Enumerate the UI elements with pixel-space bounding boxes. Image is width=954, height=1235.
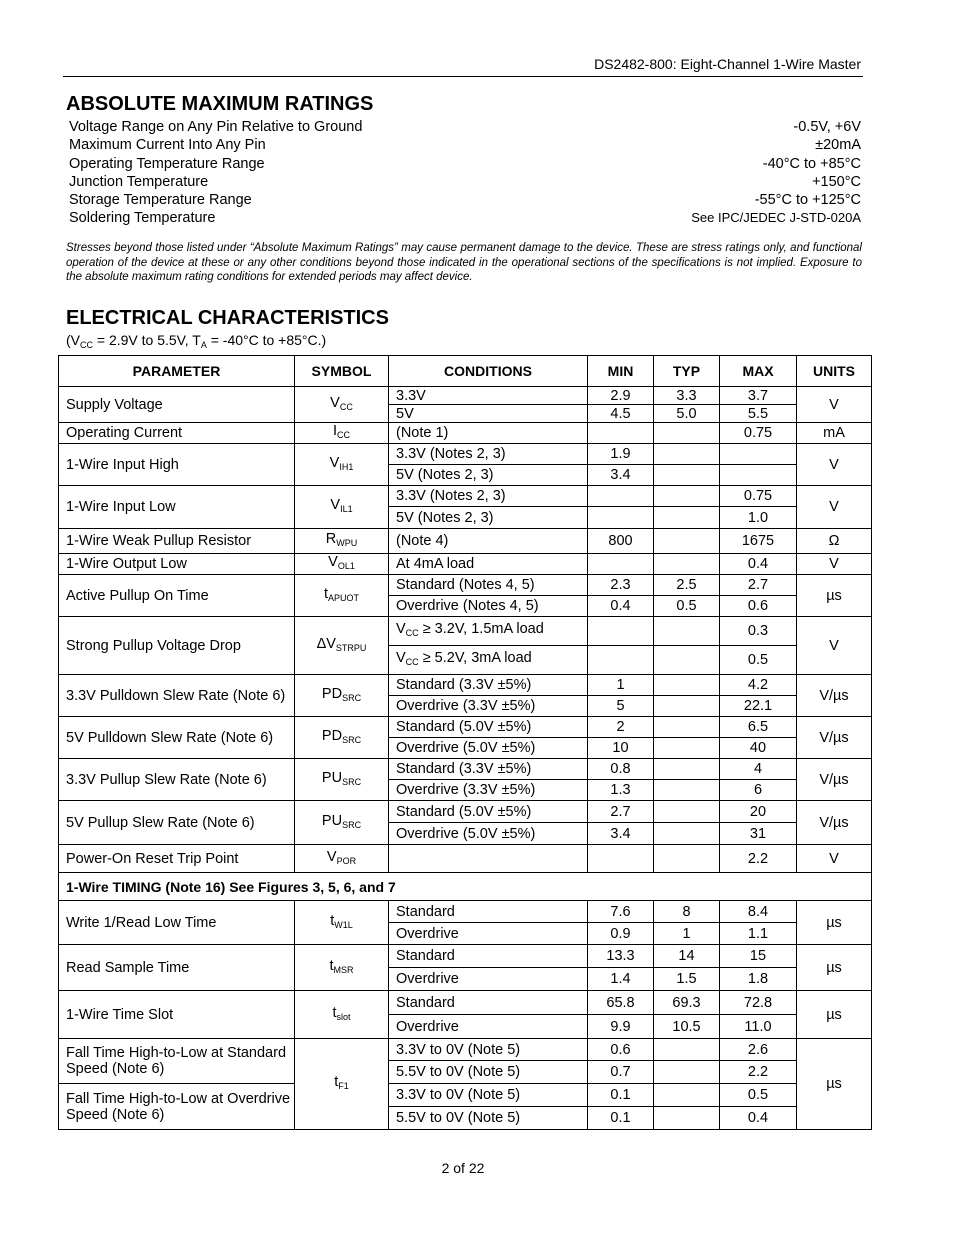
table-row	[59, 1039, 872, 1061]
min-cell	[588, 646, 654, 675]
conditions-cell: 5.5V to 0V (Note 5)	[389, 1061, 588, 1084]
max-cell: 6	[720, 780, 797, 801]
rating-value: -55°C to +125°C	[754, 192, 861, 209]
symbol-base: V	[330, 394, 340, 411]
conditions-cell: Standard	[389, 991, 588, 1015]
max-cell: 6.5	[720, 717, 797, 738]
typ-cell	[654, 486, 720, 507]
max-cell: 2.6	[720, 1039, 797, 1061]
max-cell: 2.7	[720, 575, 797, 596]
parameter-cell: Operating Current	[59, 423, 295, 444]
units-cell: V	[797, 845, 872, 873]
symbol-subscript: F1	[338, 1081, 349, 1091]
conditions-cell: 3.3V to 0V (Note 5)	[389, 1039, 588, 1061]
table-row	[59, 675, 872, 696]
symbol-subscript: IL1	[340, 504, 353, 514]
table-row	[59, 801, 872, 823]
typ-cell	[654, 1084, 720, 1107]
symbol-subscript: W1L	[334, 919, 353, 930]
typ-cell	[654, 423, 720, 444]
units-cell: V	[797, 486, 872, 529]
symbol-base: R	[325, 531, 337, 547]
typ-cell: 1	[654, 923, 720, 945]
conditions-cell: 5V (Notes 2, 3)	[389, 465, 588, 486]
units-cell: V/µs	[797, 801, 872, 845]
col-header-symbol: SYMBOL	[295, 356, 389, 387]
symbol-cell	[295, 945, 389, 991]
max-cell: 1.8	[720, 968, 797, 991]
stress-note: Stresses beyond those listed under “Absolute Maximum Ratings” may cause permanent damage to the device. These are stress ratings only, and functional operation of the device at these or any other conditions beyond those indicated in the operational sections of the specifications is not implied. Exposure to the absolute maximum rating conditions for extended periods may affect device.	[66, 242, 862, 283]
conditions-cell: 5V	[389, 405, 588, 423]
units-cell: V/µs	[797, 675, 872, 717]
max-cell: 72.8	[720, 991, 797, 1015]
conditions-cell: Overdrive (5.0V ±5%)	[389, 823, 588, 845]
typ-cell	[654, 507, 720, 529]
table-header-row	[59, 356, 872, 387]
symbol-base: t	[330, 912, 335, 929]
rating-row	[69, 118, 861, 136]
elec-char-heading: ELECTRICAL CHARACTERISTICS	[66, 307, 389, 329]
max-cell: 4	[720, 759, 797, 780]
conditions-cell	[389, 646, 588, 675]
col-header-conditions: CONDITIONS	[389, 356, 588, 387]
typ-cell	[654, 780, 720, 801]
units-cell: V/µs	[797, 717, 872, 759]
typ-cell	[654, 696, 720, 717]
symbol-base: t	[332, 1004, 337, 1021]
min-cell: 2.3	[588, 575, 654, 596]
typ-cell	[654, 617, 720, 646]
table-row	[59, 991, 872, 1015]
table-row	[59, 529, 872, 554]
typ-cell	[654, 738, 720, 759]
conditions-cell: 3.3V (Notes 2, 3)	[389, 486, 588, 507]
typ-cell: 8	[654, 901, 720, 923]
symbol-cell	[295, 675, 389, 717]
symbol-base: V	[326, 848, 337, 865]
parameter-cell: Active Pullup On Time	[59, 575, 295, 617]
parameter-cell: 1-Wire Output Low	[59, 554, 295, 575]
units-cell: mA	[797, 423, 872, 444]
min-cell: 0.6	[588, 1039, 654, 1061]
parameter-cell: 1-Wire Input High	[59, 444, 295, 486]
symbol-cell	[295, 575, 389, 617]
min-cell	[588, 617, 654, 646]
parameter-cell: Supply Voltage	[59, 387, 295, 423]
max-cell	[720, 444, 797, 465]
symbol-subscript: SRC	[342, 692, 362, 703]
electrical-characteristics-table	[58, 355, 872, 1130]
symbol-base: V	[329, 454, 340, 471]
table-row	[59, 717, 872, 738]
min-cell: 0.1	[588, 1107, 654, 1130]
conditions-cell: Overdrive (3.3V ±5%)	[389, 780, 588, 801]
conditions-cell	[389, 845, 588, 873]
min-cell	[588, 507, 654, 529]
max-cell: 31	[720, 823, 797, 845]
min-cell: 10	[588, 738, 654, 759]
symbol-base: t	[334, 1074, 339, 1090]
conditions-cell: 3.3V (Notes 2, 3)	[389, 444, 588, 465]
parameter-cell: 5V Pulldown Slew Rate (Note 6)	[59, 717, 295, 759]
typ-cell	[654, 801, 720, 823]
parameter-cell: Fall Time High-to-Low at Standard Speed (Note 6)	[59, 1039, 295, 1084]
symbol-cell	[295, 529, 389, 554]
typ-cell	[654, 1107, 720, 1130]
col-header-min: MIN	[588, 356, 654, 387]
rating-row	[69, 209, 861, 227]
typ-cell: 14	[654, 945, 720, 968]
symbol-cell	[295, 801, 389, 845]
cond-text: V	[396, 650, 406, 666]
min-cell: 1.3	[588, 780, 654, 801]
min-cell	[588, 554, 654, 575]
abs-max-heading: ABSOLUTE MAXIMUM RATINGS	[66, 93, 374, 115]
symbol-base: I	[332, 423, 338, 439]
typ-cell	[654, 465, 720, 486]
symbol-base: V	[328, 554, 338, 570]
conditions-cell: 3.3V to 0V (Note 5)	[389, 1084, 588, 1107]
symbol-base: PU	[321, 769, 343, 786]
parameter-cell: 3.3V Pulldown Slew Rate (Note 6)	[59, 675, 295, 717]
table-row	[59, 554, 872, 575]
symbol-cell	[295, 717, 389, 759]
conditions-cell: Standard (Notes 4, 5)	[389, 575, 588, 596]
min-cell: 13.3	[588, 945, 654, 968]
parameter-cell: 3.3V Pullup Slew Rate (Note 6)	[59, 759, 295, 801]
min-cell: 4.5	[588, 405, 654, 423]
conditions-cell	[389, 617, 588, 646]
symbol-cell	[295, 617, 389, 675]
rating-row	[69, 173, 861, 191]
symbol-base: V	[330, 497, 341, 513]
symbol-subscript: SRC	[342, 819, 362, 830]
min-cell: 0.4	[588, 596, 654, 617]
symbol-cell	[295, 901, 389, 945]
parameter-cell: 1-Wire Input Low	[59, 486, 295, 529]
table-row	[59, 444, 872, 465]
max-cell: 4.2	[720, 675, 797, 696]
min-cell: 3.4	[588, 465, 654, 486]
max-cell: 2.2	[720, 1061, 797, 1084]
typ-cell: 1.5	[654, 968, 720, 991]
min-cell: 0.1	[588, 1084, 654, 1107]
typ-cell	[654, 823, 720, 845]
conditions-cell: Standard	[389, 945, 588, 968]
max-cell: 1.1	[720, 923, 797, 945]
rating-label: Operating Temperature Range	[69, 155, 265, 172]
symbol-cell	[295, 845, 389, 873]
max-cell: 22.1	[720, 696, 797, 717]
conditions-cell: Overdrive (5.0V ±5%)	[389, 738, 588, 759]
rating-label: Maximum Current Into Any Pin	[69, 137, 266, 154]
typ-cell: 69.3	[654, 991, 720, 1015]
conditions-cell: Overdrive	[389, 968, 588, 991]
symbol-subscript: SRC	[342, 776, 362, 787]
document-header-title: DS2482-800: Eight-Channel 1-Wire Master	[594, 56, 861, 72]
min-cell: 5	[588, 696, 654, 717]
cond-text: V	[396, 621, 406, 637]
typ-cell	[654, 646, 720, 675]
rating-label: Voltage Range on Any Pin Relative to Ground	[69, 119, 363, 135]
symbol-cell	[295, 991, 389, 1039]
max-cell: 0.75	[720, 486, 797, 507]
table-row	[59, 617, 872, 646]
min-cell: 800	[588, 529, 654, 554]
units-cell: V/µs	[797, 759, 872, 801]
conditions-cell: Overdrive (3.3V ±5%)	[389, 696, 588, 717]
units-cell: µs	[797, 991, 872, 1039]
page-number: 2 of 22	[441, 1160, 485, 1176]
cond-subscript: CC	[405, 657, 419, 667]
rating-label: Junction Temperature	[69, 173, 209, 190]
units-cell: V	[797, 554, 872, 575]
symbol-base: PD	[321, 727, 343, 744]
typ-cell	[654, 759, 720, 780]
rating-value: -0.5V, +6V	[793, 119, 861, 135]
section-row	[59, 873, 872, 901]
min-cell: 0.9	[588, 923, 654, 945]
min-cell: 7.6	[588, 901, 654, 923]
max-cell: 1675	[720, 529, 797, 554]
conditions-cell: Standard (5.0V ±5%)	[389, 717, 588, 738]
rating-row	[69, 136, 861, 154]
conditions-cell: 5.5V to 0V (Note 5)	[389, 1107, 588, 1130]
conditions-cell: (Note 4)	[389, 529, 588, 554]
parameter-cell: Strong Pullup Voltage Drop	[59, 617, 295, 675]
rating-value: ±20mA	[815, 137, 861, 154]
table-row	[59, 1084, 872, 1107]
max-cell: 0.3	[720, 617, 797, 646]
min-cell: 0.8	[588, 759, 654, 780]
min-cell	[588, 845, 654, 873]
units-cell: V	[797, 617, 872, 675]
table-row	[59, 759, 872, 780]
col-header-parameter: PARAMETER	[59, 356, 295, 387]
min-cell: 65.8	[588, 991, 654, 1015]
conditions-cell: At 4mA load	[389, 554, 588, 575]
rating-label: Storage Temperature Range	[69, 192, 252, 209]
conditions-cell: Standard (5.0V ±5%)	[389, 801, 588, 823]
conditions-cell: Overdrive (Notes 4, 5)	[389, 596, 588, 617]
max-cell: 0.4	[720, 1107, 797, 1130]
section-title: 1-Wire TIMING (Note 16) See Figures 3, 5, 6, and 7	[59, 873, 872, 901]
rating-label: Soldering Temperature	[69, 210, 216, 227]
max-cell: 0.5	[720, 646, 797, 675]
table-row	[59, 945, 872, 968]
typ-cell	[654, 529, 720, 554]
typ-cell	[654, 444, 720, 465]
symbol-base: PU	[321, 812, 343, 829]
typ-cell	[654, 717, 720, 738]
units-cell: V	[797, 387, 872, 423]
max-cell: 0.5	[720, 1084, 797, 1107]
symbol-subscript: APUOT	[328, 592, 360, 603]
max-cell: 0.6	[720, 596, 797, 617]
col-header-units: UNITS	[797, 356, 872, 387]
parameter-cell: Read Sample Time	[59, 945, 295, 991]
rating-value: See IPC/JEDEC J-STD-020A	[691, 210, 861, 226]
cond-text-rest: ≥ 3.2V, 1.5mA load	[418, 621, 544, 637]
min-cell: 1.9	[588, 444, 654, 465]
table-row	[59, 901, 872, 923]
max-cell: 0.4	[720, 554, 797, 575]
min-cell	[588, 423, 654, 444]
max-cell: 3.7	[720, 387, 797, 405]
symbol-base: t	[329, 957, 334, 974]
symbol-cell	[295, 1039, 389, 1130]
symbol-cell	[295, 423, 389, 444]
header-rule	[63, 76, 863, 77]
elec-char-conditions: ($V_{CC} = 2.9V$ to 5.5V, $T_A = -40^\circ C$ to +85°C.)	[66, 332, 327, 350]
typ-cell	[654, 675, 720, 696]
conditions-cell: (Note 1)	[389, 423, 588, 444]
parameter-cell: Power-On Reset Trip Point	[59, 845, 295, 873]
max-cell: 2.2	[720, 845, 797, 873]
table-row	[59, 423, 872, 444]
units-cell: µs	[797, 901, 872, 945]
table-row	[59, 575, 872, 596]
conditions-cell: Overdrive	[389, 1015, 588, 1039]
symbol-subscript: OL1	[337, 561, 355, 571]
min-cell: 2.9	[588, 387, 654, 405]
symbol-subscript: CC	[339, 401, 353, 412]
table-row	[59, 845, 872, 873]
conditions-cell: Overdrive	[389, 923, 588, 945]
rating-value: +150°C	[812, 173, 861, 190]
table-row	[59, 486, 872, 507]
symbol-cell	[295, 554, 389, 575]
typ-cell: 2.5	[654, 575, 720, 596]
typ-cell	[654, 1061, 720, 1084]
units-cell: µs	[797, 1039, 872, 1130]
col-header-max: MAX	[720, 356, 797, 387]
max-cell: 5.5	[720, 405, 797, 423]
typ-cell: 3.3	[654, 387, 720, 405]
conditions-cell: 3.3V	[389, 387, 588, 405]
symbol-subscript: CC	[337, 430, 351, 440]
symbol-cell	[295, 387, 389, 423]
max-cell: 15	[720, 945, 797, 968]
typ-cell: 10.5	[654, 1015, 720, 1039]
min-cell: 0.7	[588, 1061, 654, 1084]
units-cell: V	[797, 444, 872, 486]
symbol-subscript: IH1	[339, 461, 354, 472]
rating-row	[69, 155, 861, 173]
max-cell	[720, 465, 797, 486]
max-cell: 40	[720, 738, 797, 759]
parameter-cell: Write 1/Read Low Time	[59, 901, 295, 945]
typ-cell	[654, 554, 720, 575]
symbol-cell	[295, 444, 389, 486]
conditions-cell: Standard (3.3V ±5%)	[389, 675, 588, 696]
parameter-cell: 5V Pullup Slew Rate (Note 6)	[59, 801, 295, 845]
max-cell: 0.75	[720, 423, 797, 444]
conditions-cell: 5V (Notes 2, 3)	[389, 507, 588, 529]
max-cell: 11.0	[720, 1015, 797, 1039]
units-cell: Ω	[797, 529, 872, 554]
symbol-subscript: slot	[336, 1011, 351, 1022]
min-cell: 9.9	[588, 1015, 654, 1039]
symbol-base: PD	[321, 685, 343, 702]
symbol-cell	[295, 486, 389, 529]
typ-cell: 0.5	[654, 596, 720, 617]
cond-subscript: CC	[405, 628, 419, 638]
symbol-subscript: MSR	[333, 964, 354, 975]
conditions-cell: Standard	[389, 901, 588, 923]
min-cell: 1.4	[588, 968, 654, 991]
parameter-cell: 1-Wire Time Slot	[59, 991, 295, 1039]
parameter-cell: 1-Wire Weak Pullup Resistor	[59, 529, 295, 554]
rating-value: -40°C to +85°C	[762, 155, 861, 172]
min-cell: 3.4	[588, 823, 654, 845]
symbol-subscript: WPU	[336, 538, 358, 548]
min-cell: 2	[588, 717, 654, 738]
col-header-typ: TYP	[654, 356, 720, 387]
typ-cell	[654, 1039, 720, 1061]
units-cell: µs	[797, 575, 872, 617]
symbol-subscript: POR	[336, 855, 357, 866]
symbol-subscript: STRPU	[335, 642, 367, 653]
max-cell: 20	[720, 801, 797, 823]
min-cell: 1	[588, 675, 654, 696]
max-cell: 1.0	[720, 507, 797, 529]
table-row	[59, 387, 872, 405]
symbol-subscript: SRC	[342, 734, 362, 745]
parameter-cell: Fall Time High-to-Low at Overdrive Speed (Note 6)	[59, 1084, 295, 1130]
cond-text-rest: ≥ 5.2V, 3mA load	[418, 650, 532, 666]
symbol-cell	[295, 759, 389, 801]
abs-max-ratings-list	[69, 118, 861, 228]
typ-cell: 5.0	[654, 405, 720, 423]
conditions-cell: Standard (3.3V ±5%)	[389, 759, 588, 780]
max-cell: 8.4	[720, 901, 797, 923]
units-cell: µs	[797, 945, 872, 991]
symbol-base: t	[323, 585, 328, 602]
symbol-base: ΔV	[316, 635, 336, 652]
min-cell	[588, 486, 654, 507]
rating-row	[69, 191, 861, 209]
min-cell: 2.7	[588, 801, 654, 823]
typ-cell	[654, 845, 720, 873]
